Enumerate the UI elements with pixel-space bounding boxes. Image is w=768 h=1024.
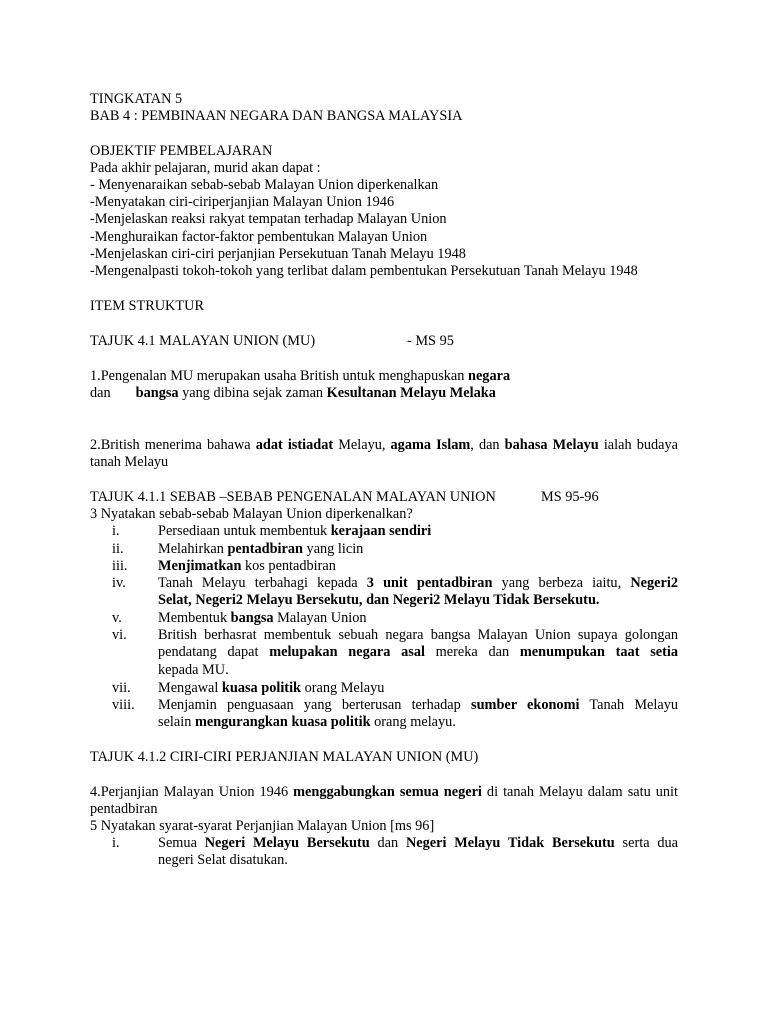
objective-item: -Menjelaskan ciri-ciri perjanjian Persekutuan Tanah Melayu 1948 xyxy=(90,246,466,262)
chapter-heading: BAB 4 : PEMBINAAN NEGARA DAN BANGSA MALAYSIA xyxy=(90,108,463,124)
list-number: ii. xyxy=(112,541,124,557)
reason-item: British berhasrat membentuk sebuah negara bangsa Malayan Union supaya golongan pendatang dapat melupakan negara asal mereka dan menumpukan taat setia kepada MU. xyxy=(158,627,678,678)
list-number: iii. xyxy=(112,558,128,574)
level-heading: TINGKATAN 5 xyxy=(90,91,183,107)
list-number: i. xyxy=(112,835,120,851)
question-2: 2.British menerima bahawa adat istiadat Melayu, agama Islam, dan bahasa Melayu ialah budaya tanah Melayu xyxy=(90,437,678,471)
objective-item: -Menghuraikan factor-faktor pembentukan Malayan Union xyxy=(90,229,428,245)
reason-item: Menjimatkan kos pentadbiran xyxy=(158,558,336,574)
objective-item: - Menyenaraikan sebab-sebab Malayan Union diperkenalkan xyxy=(90,177,439,193)
list-number: vii. xyxy=(112,680,131,696)
question-5: 5 Nyatakan syarat-syarat Perjanjian Malayan Union [ms 96] xyxy=(90,818,435,834)
list-number: iv. xyxy=(112,575,126,591)
reason-item: Membentuk bangsa Malayan Union xyxy=(158,610,367,626)
objectives-intro: Pada akhir pelajaran, murid akan dapat : xyxy=(90,160,321,176)
reason-item: Menjamin penguasaan yang berterusan terhadap sumber ekonomi Tanah Melayu selain mengurangkan kuasa politik orang melayu. xyxy=(158,697,678,731)
list-number: vi. xyxy=(112,627,127,643)
reason-item: Persediaan untuk membentuk kerajaan sendiri xyxy=(158,523,432,539)
reason-item: Melahirkan pentadbiran yang licin xyxy=(158,541,364,557)
section-label: ITEM STRUKTUR xyxy=(90,298,204,314)
condition-item: Semua Negeri Melayu Bersekutu dan Negeri Melayu Tidak Bersekutu serta dua negeri Selat disatukan. xyxy=(158,835,678,869)
topic-4-1-2-title: TAJUK 4.1.2 CIRI-CIRI PERJANJIAN MALAYAN UNION (MU) xyxy=(90,749,479,765)
list-number: viii. xyxy=(112,697,135,713)
topic-4-1-1-page-ref: MS 95-96 xyxy=(541,489,599,505)
question-1-line-1: 1.Pengenalan MU merupakan usaha British untuk menghapuskan negara xyxy=(90,368,511,384)
list-number: i. xyxy=(112,523,120,539)
objective-item: -Mengenalpasti tokoh-tokoh yang terlibat dalam pembentukan Persekutuan Tanah Melayu 1948 xyxy=(90,263,638,279)
objective-item: -Menjelaskan reaksi rakyat tempatan terhadap Malayan Union xyxy=(90,211,447,227)
topic-4-1-title: TAJUK 4.1 MALAYAN UNION (MU) xyxy=(90,333,316,349)
reason-item: Mengawal kuasa politik orang Melayu xyxy=(158,680,385,696)
reason-item: Tanah Melayu terbahagi kepada 3 unit pentadbiran yang berbeza iaitu, Negeri2 Selat, Negeri2 Melayu Bersekutu, dan Negeri2 Melayu Tidak Bersekutu. xyxy=(158,575,678,609)
topic-4-1-page-ref: - MS 95 xyxy=(407,333,454,349)
objectives-title: OBJEKTIF PEMBELAJARAN xyxy=(90,143,273,159)
topic-4-1-1-title: TAJUK 4.1.1 SEBAB –SEBAB PENGENALAN MALAYAN UNION xyxy=(90,489,496,505)
objective-item: -Menyatakan ciri-ciriperjanjian Malayan Union 1946 xyxy=(90,194,395,210)
question-3: 3 Nyatakan sebab-sebab Malayan Union diperkenalkan? xyxy=(90,506,413,522)
list-number: v. xyxy=(112,610,122,626)
question-4: 4.Perjanjian Malayan Union 1946 menggabungkan semua negeri di tanah Melayu dalam satu unit pentadbiran xyxy=(90,784,678,818)
question-1-line-2: dan bangsa yang dibina sejak zaman Kesultanan Melayu Melaka xyxy=(90,385,496,401)
